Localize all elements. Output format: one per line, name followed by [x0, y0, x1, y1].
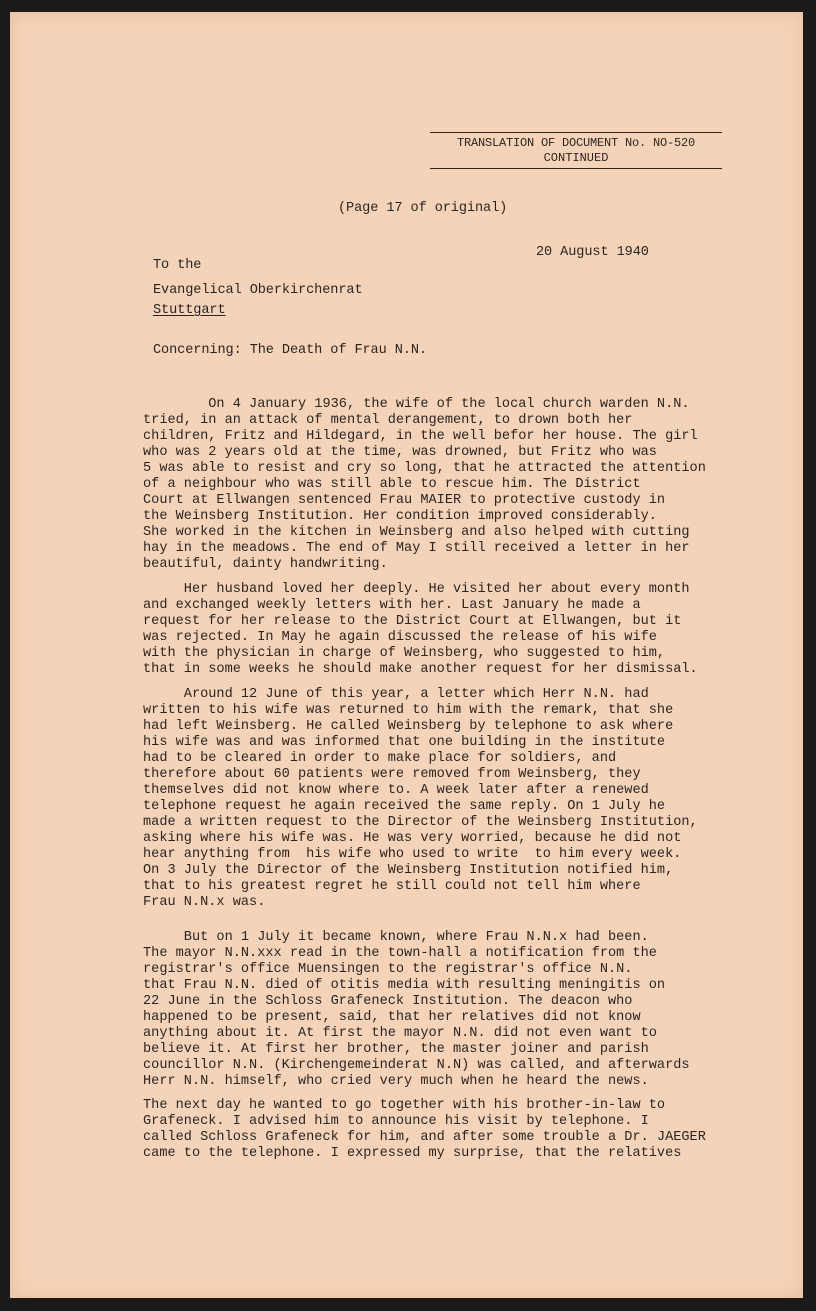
text-line: had to be cleared in order to make place for soldiers, and: [143, 751, 617, 766]
text-line: therefore about 60 patients were removed from Weinsberg, they: [143, 767, 641, 782]
text-line: the Weinsberg Institution. Her condition improved considerably.: [143, 509, 657, 524]
subject-line: Concerning: The Death of Frau N.N.: [153, 343, 427, 358]
text-line: registrar's office Muensingen to the registrar's office N.N.: [143, 962, 633, 977]
text-line: asking where his wife was. He was very worried, because he did not: [143, 831, 682, 846]
paragraph-1: [143, 397, 713, 573]
text-line: telephone request he again received the same reply. On 1 July he: [143, 799, 666, 814]
text-line: Court at Ellwangen sentenced Frau MAIER to protective custody in: [143, 493, 666, 508]
text-line: believe it. At first her brother, the master joiner and parish: [143, 1042, 649, 1057]
text-line: Frau N.N.x was.: [143, 895, 266, 910]
text-line: Herr N.N. himself, who cried very much when he heard the news.: [143, 1074, 649, 1089]
text-line: made a written request to the Director of the Weinsberg Institution,: [143, 815, 698, 830]
text-line: On 3 July the Director of the Weinsberg Institution notified him,: [143, 863, 674, 878]
paragraph-5: [143, 1098, 713, 1162]
address-to: To the: [153, 258, 202, 273]
text-line: was rejected. In May he again discussed the release of his wife: [143, 630, 657, 645]
text-line: of a neighbour who was still able to rescue him. The District: [143, 477, 641, 492]
text-line: with the physician in charge of Weinsberg, who suggested to him,: [143, 646, 666, 661]
text-line: hear anything from his wife who used to write to him every week.: [143, 847, 682, 862]
text-line: called Schloss Grafeneck for him, and after some trouble a Dr. JAEGER: [143, 1130, 706, 1145]
text-line: and exchanged weekly letters with her. Last January he made a: [143, 598, 641, 613]
text-line: came to the telephone. I expressed my surprise, that the relatives: [143, 1146, 682, 1161]
text-line: themselves did not know where to. A week later after a renewed: [143, 783, 649, 798]
text-line: that to his greatest regret he still could not tell him where: [143, 879, 641, 894]
text-line: She worked in the kitchen in Weinsberg and also helped with cutting: [143, 525, 690, 540]
text-line: that Frau N.N. died of otitis media with resulting meningitis on: [143, 978, 666, 993]
text-line: children, Fritz and Hildegard, in the well befor her house. The girl: [143, 429, 698, 444]
paragraph-2: [143, 582, 713, 678]
text-line: 5 was able to resist and cry so long, that he attracted the attention: [143, 461, 706, 476]
text-line: beautiful, dainty handwriting.: [143, 557, 388, 572]
text-line: The mayor N.N.xxx read in the town-hall a notification from the: [143, 946, 657, 961]
text-line: hay in the meadows. The end of May I still received a letter in her: [143, 541, 690, 556]
text-line: 22 June in the Schloss Grafeneck Institution. The deacon who: [143, 994, 633, 1009]
text-line: that in some weeks he should make another request for her dismissal.: [143, 662, 698, 677]
translation-header: [430, 132, 722, 169]
page-note: (Page 17 of original): [338, 201, 508, 216]
address-recipient: Evangelical Oberkirchenrat: [153, 283, 363, 298]
text-line: request for her release to the District Court at Ellwangen, but it: [143, 614, 682, 629]
text-line: On 4 January 1936, the wife of the local church warden N.N.: [143, 397, 690, 412]
document-page: [10, 12, 803, 1298]
text-line: councillor N.N. (Kirchengemeinderat N.N) was called, and afterwards: [143, 1058, 690, 1073]
paragraph-4: [143, 930, 713, 1090]
paragraph-3: [143, 687, 713, 911]
text-line: Around 12 June of this year, a letter which Herr N.N. had: [143, 687, 649, 702]
text-line: had left Weinsberg. He called Weinsberg by telephone to ask where: [143, 719, 674, 734]
header-continued: CONTINUED: [543, 151, 609, 165]
letter-date: 20 August 1940: [536, 245, 649, 260]
text-line: anything about it. At first the mayor N.N. did not even want to: [143, 1026, 657, 1041]
text-line: The next day he wanted to go together with his brother-in-law to: [143, 1098, 666, 1113]
text-line: Grafeneck. I advised him to announce his visit by telephone. I: [143, 1114, 649, 1129]
text-line: his wife was and was informed that one building in the institute: [143, 735, 666, 750]
text-line: Her husband loved her deeply. He visited her about every month: [143, 582, 690, 597]
text-line: But on 1 July it became known, where Frau N.N.x had been.: [143, 930, 649, 945]
text-line: who was 2 years old at the time, was drowned, but Fritz who was: [143, 445, 657, 460]
text-line: written to his wife was returned to him with the remark, that she: [143, 703, 674, 718]
address-city: Stuttgart: [153, 303, 226, 318]
text-line: happened to be present, said, that her relatives did not know: [143, 1010, 641, 1025]
text-line: tried, in an attack of mental derangement, to drown both her: [143, 413, 633, 428]
header-title: TRANSLATION OF DOCUMENT No. NO-520: [456, 136, 696, 150]
